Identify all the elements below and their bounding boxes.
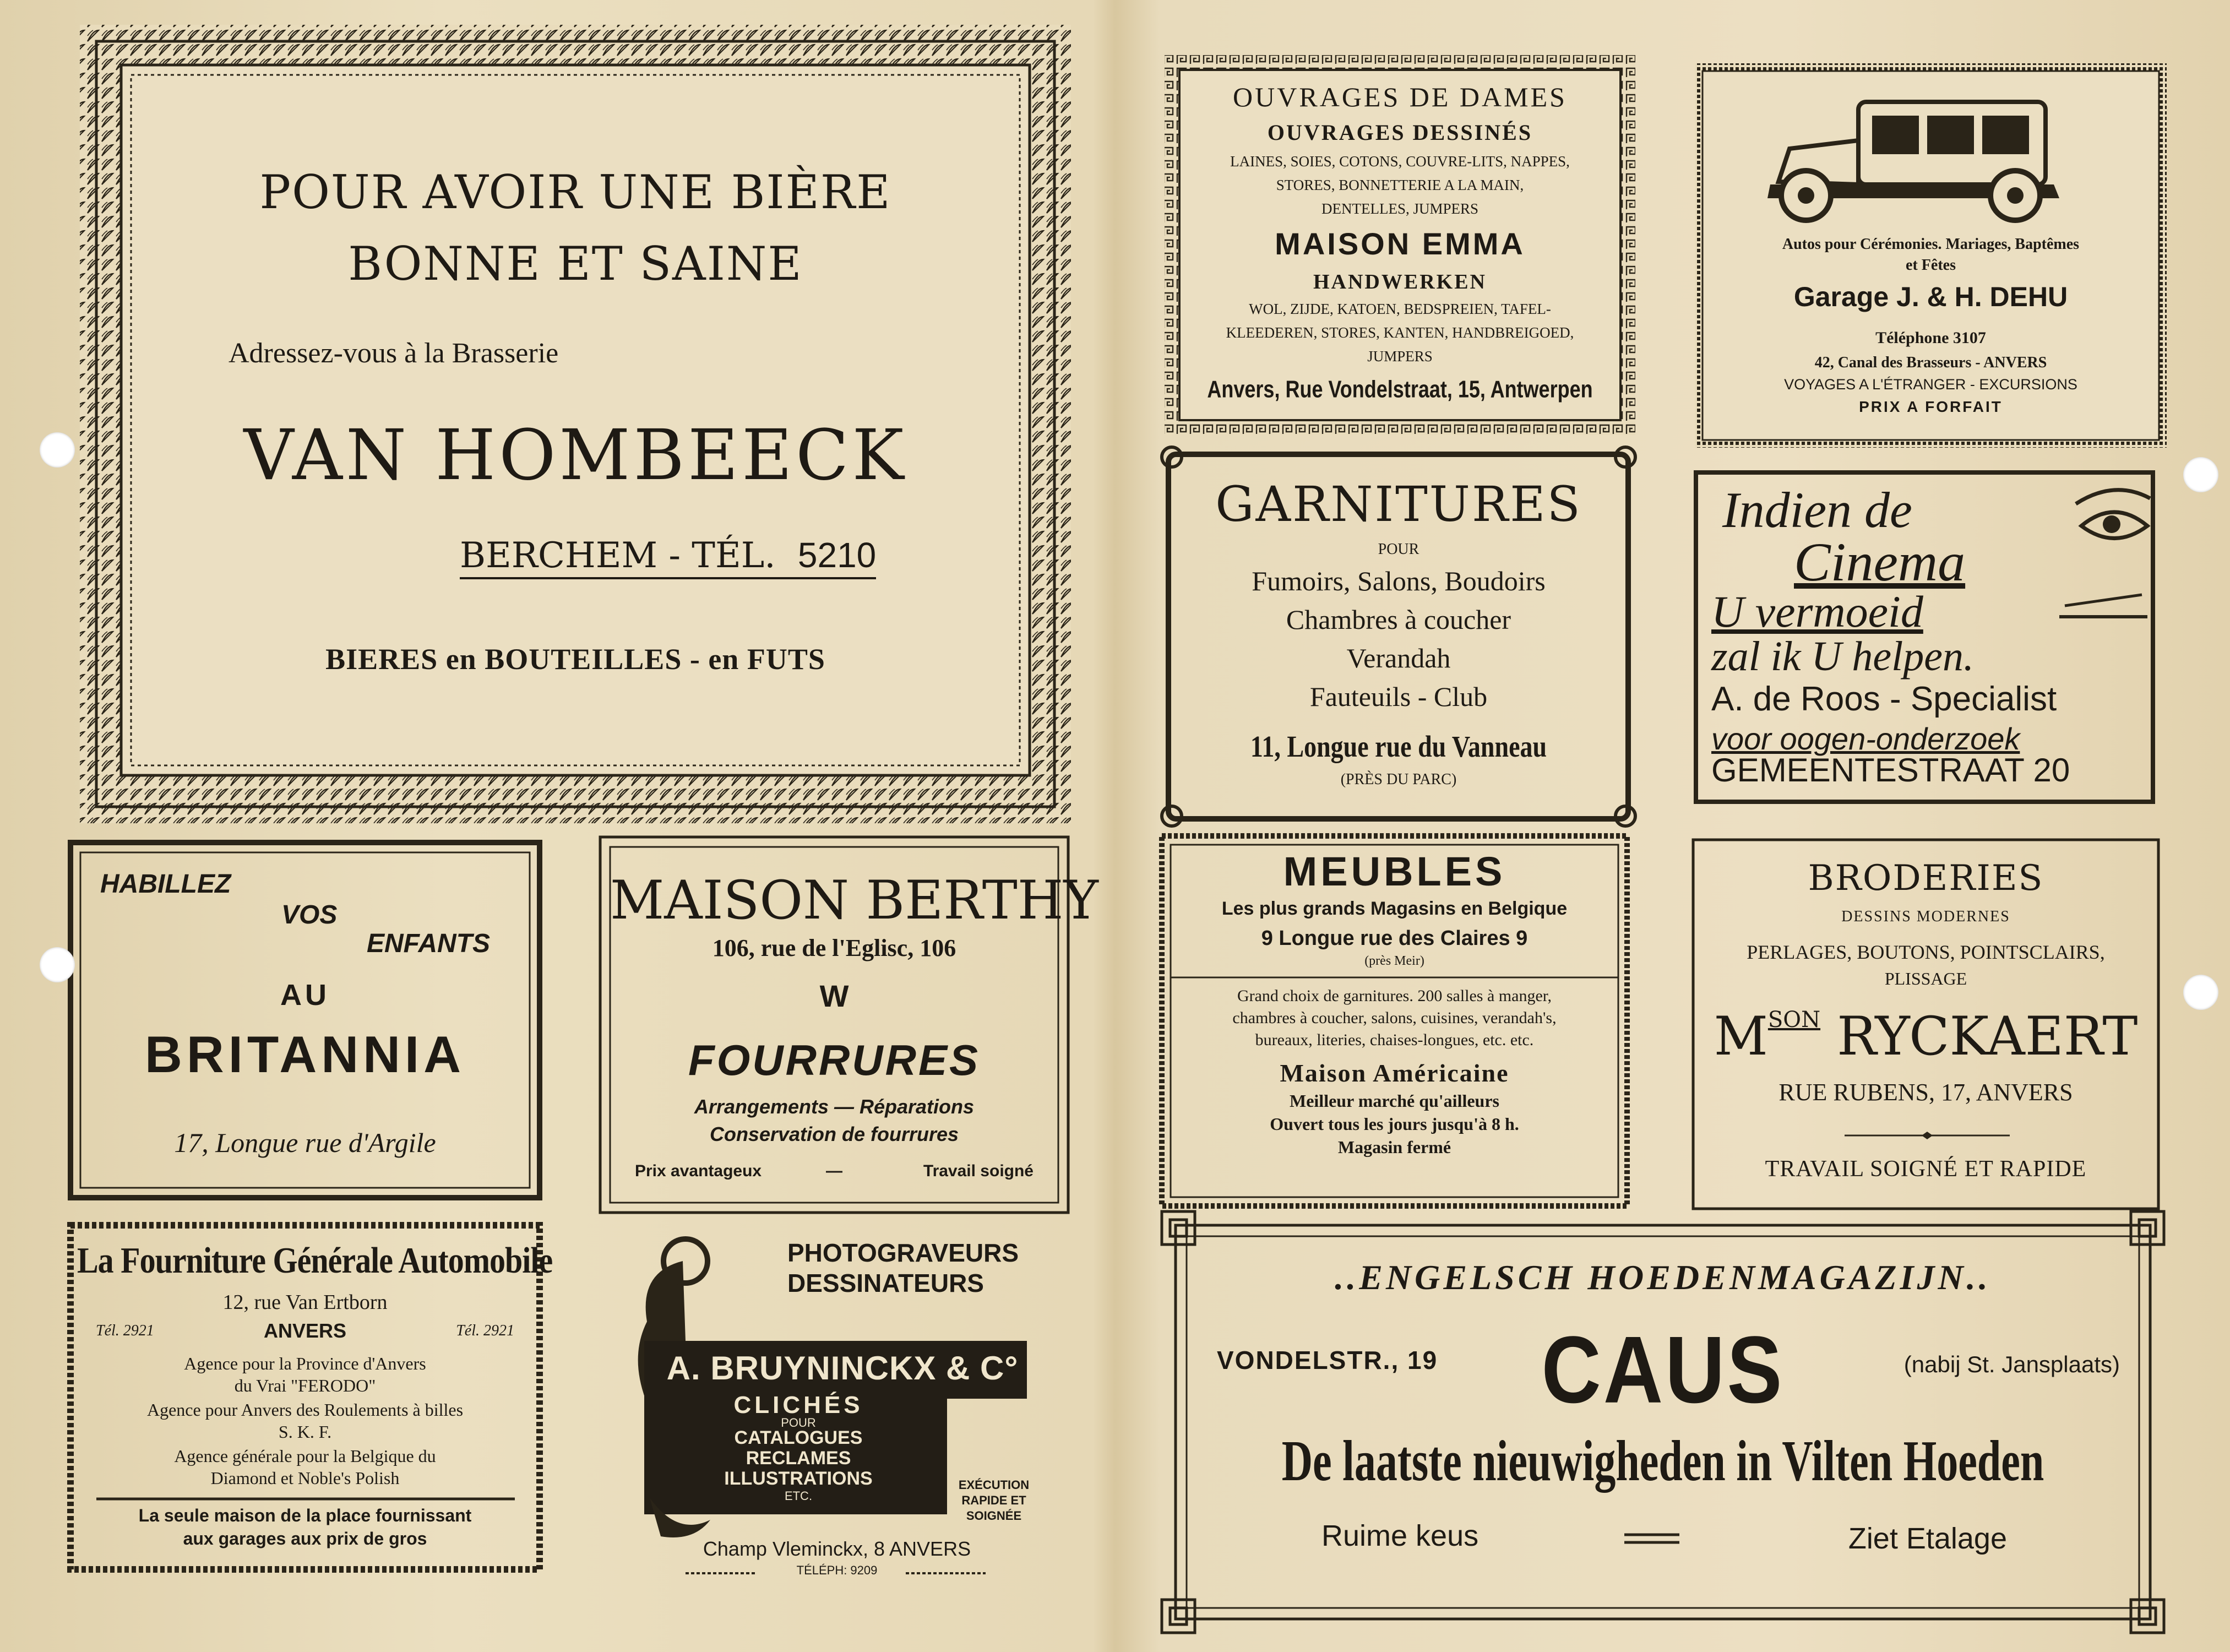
prices: Prix avantageux <box>635 1162 762 1180</box>
shop-name: MAISON EMMA <box>1275 226 1525 261</box>
line-enfants: ENFANTS <box>367 929 491 958</box>
execution-2: RAPIDE ET <box>961 1493 1026 1507</box>
footer: TRAVAIL SOIGNÉ ET RAPIDE <box>1765 1156 2087 1182</box>
services-1: PERLAGES, BOUTONS, POINTSCLAIRS, <box>1747 941 2105 963</box>
service-3: ILLUSTRATIONS <box>724 1468 873 1489</box>
store-name: Maison Américaine <box>1280 1059 1509 1087</box>
subtitle: DESSINS MODERNES <box>1841 908 2010 925</box>
binder-hole <box>2183 975 2218 1010</box>
title-2: OUVRAGES DESSINÉS <box>1267 120 1533 145</box>
footer-2: aux garages aux prix de gros <box>183 1529 427 1548</box>
berthy-ad <box>610 847 1098 1203</box>
ryckaert-ad <box>1696 843 2156 1206</box>
agency-5: Agence générale pour la Belgique du <box>174 1446 436 1466</box>
dash: — <box>826 1162 842 1180</box>
services-2: et Fêtes <box>1906 257 1956 274</box>
line-vos: VOS <box>281 900 338 930</box>
near-park: (PRÈS DU PARC) <box>1340 771 1457 788</box>
headline-line-1: POUR AVOIR UNE BIÈRE <box>259 165 891 219</box>
cliches: CLICHÉS <box>733 1392 863 1419</box>
rooms-2: Chambres à coucher <box>1286 604 1511 635</box>
shop-name: BRITANNIA <box>145 1025 465 1083</box>
intro-text: Adressez-vous à la Brasserie <box>229 338 559 369</box>
shop-name: MAISON BERTHY <box>610 870 1098 931</box>
street-left: VONDELSTR., 19 <box>1217 1346 1438 1374</box>
rooms-1: Fumoirs, Salons, Boudoirs <box>1252 566 1546 596</box>
beer-types: BIERES en BOUTEILLES - en FUTS <box>325 643 825 676</box>
maison-son: SON <box>1767 1007 1821 1032</box>
handwerken: HANDWERKEN <box>1313 270 1487 294</box>
products-nl-1: WOL, ZIJDE, KATOEN, BEDSPREIEN, TAFEL- <box>1249 301 1551 317</box>
line-1: Indien de <box>1722 482 1912 538</box>
title: MEUBLES <box>1283 849 1506 894</box>
footer-3: Magasin fermé <box>1337 1137 1451 1157</box>
phone-number: 5210 <box>797 535 877 575</box>
brewery-name: VAN HOMBEECK <box>243 415 907 496</box>
brasserie-ad <box>121 65 1030 775</box>
britannia-ad <box>80 852 530 1188</box>
company-name: La Fourniture Générale Automobile <box>77 1240 553 1281</box>
line-5: A. de Roos - Specialist <box>1711 680 2057 718</box>
title: BRODERIES <box>1808 858 2044 899</box>
body-1: Grand choix de garnitures. 200 salles à manger, <box>1237 987 1552 1005</box>
rooms-4: Fauteuils - Club <box>1309 681 1488 712</box>
bottom-right: Ziet Etalage <box>1848 1522 2007 1555</box>
fourniture-ad <box>77 1232 553 1563</box>
products-nl-2: KLEEDEREN, STORES, KANTEN, HANDBREIGOED, <box>1226 324 1574 341</box>
street: 12, rue Van Ertborn <box>222 1291 388 1314</box>
services-1: Arrangements — Réparations <box>694 1095 975 1118</box>
footer-2: Ouvert tous les jours jusqu'à 8 h. <box>1270 1114 1519 1134</box>
products-nl-3: JUMPERS <box>1367 348 1433 365</box>
shop-address: 106, rue de l'Eglisc, 106 <box>712 934 956 961</box>
footer-1: Meilleur marché qu'ailleurs <box>1290 1091 1499 1111</box>
execution-1: EXÉCUTION <box>958 1478 1030 1492</box>
service-1: CATALOGUES <box>734 1427 863 1448</box>
footer-1: La seule maison de la place fournissant <box>138 1506 472 1525</box>
largest-stores: Les plus grands Magasins en Belgique <box>1221 898 1568 919</box>
headline-line-2: BONNE ET SAINE <box>348 237 803 291</box>
location-phone <box>460 536 876 579</box>
binder-hole <box>40 432 75 468</box>
services-1: Autos pour Cérémonies. Mariages, Baptêmes <box>1782 236 2080 253</box>
roos-ad <box>1700 477 2149 797</box>
travel: VOYAGES A L'ÉTRANGER - EXCURSIONS <box>1784 376 2077 393</box>
caus-name: CAUS <box>1541 1316 1785 1423</box>
line-7: GEMEENTESTRAAT 20 <box>1711 752 2070 789</box>
line-au: AU <box>280 979 330 1012</box>
garnitures-ad <box>1173 459 1624 814</box>
execution-3: SOIGNÉE <box>966 1509 1022 1523</box>
agency-1: Agence pour la Province d'Anvers <box>184 1354 426 1373</box>
caus-ad <box>1187 1236 2139 1608</box>
tel-right: Tél. 2921 <box>456 1322 514 1339</box>
line-habillez: HABILLEZ <box>100 870 231 899</box>
bottom-left: Ruime keus <box>1321 1519 1479 1552</box>
products-3: DENTELLES, JUMPERS <box>1321 200 1479 217</box>
agency-4: S. K. F. <box>278 1422 332 1442</box>
products-2: STORES, BONNETTERIE A LA MAIN, <box>1276 177 1524 193</box>
header-1: PHOTOGRAVEURS <box>787 1238 1019 1267</box>
shop-name <box>1696 1008 2156 1066</box>
header-2: DESSINATEURS <box>787 1269 984 1297</box>
address: RUE RUBENS, 17, ANVERS <box>1778 1079 2073 1106</box>
near-meir: (près Meir) <box>1364 954 1424 968</box>
pour: POUR <box>1378 541 1419 558</box>
meubles-ad <box>1171 845 1618 1197</box>
emblem: W <box>819 979 849 1013</box>
maison-m: M <box>1714 1006 1768 1067</box>
services-2: PLISSAGE <box>1884 969 1967 988</box>
shop-surname: RYCKAERT <box>1837 1006 2138 1067</box>
title: GARNITURES <box>1215 476 1582 532</box>
garage-name: Garage J. & H. DEHU <box>1793 281 2068 312</box>
rooms-3: Verandah <box>1346 643 1451 673</box>
address: Anvers, Rue Vondelstraat, 15, Antwerpen <box>1207 375 1593 403</box>
services-2: Conservation de fourrures <box>709 1123 959 1145</box>
location-right: (nabij St. Jansplaats) <box>1903 1351 2120 1377</box>
company-name: A. BRUYNINCKX & C° <box>666 1350 1019 1387</box>
city: ANVERS <box>263 1319 347 1342</box>
phone: Téléphone 3107 <box>1875 329 1986 347</box>
fur-title: FOURRURES <box>688 1036 980 1084</box>
agency-6: Diamond et Noble's Polish <box>210 1468 400 1488</box>
body-3: bureaux, literies, chaises-longues, etc. etc. <box>1255 1031 1534 1049</box>
slogan: De laatste nieuwigheden in Vilten Hoeden <box>1281 1428 2044 1493</box>
emma-ad <box>1179 70 1620 420</box>
pour: POUR <box>781 1416 816 1430</box>
line-6: voor oogen-onderzoek <box>1711 721 2020 756</box>
title-1: OUVRAGES DE DAMES <box>1233 81 1567 112</box>
bruyninckx-ad <box>633 1236 1041 1589</box>
binder-hole <box>40 947 75 982</box>
phone: TÉLÉPH: 9209 <box>796 1563 878 1577</box>
binder-hole <box>2183 457 2218 492</box>
service-2: RECLAMES <box>746 1448 851 1469</box>
agency-2: du Vrai "FERODO" <box>234 1376 376 1395</box>
address: 11, Longue rue du Vanneau <box>1250 729 1547 763</box>
line-2: Cinema <box>1794 531 1966 593</box>
body-2: chambres à coucher, salons, cuisines, verandah's, <box>1232 1009 1557 1027</box>
line-3: U vermoeid <box>1711 586 1923 637</box>
agency-3: Agence pour Anvers des Roulements à billes <box>146 1400 464 1420</box>
address: Champ Vleminckx, 8 ANVERS <box>703 1537 971 1560</box>
tel-left: Tél. 2921 <box>96 1322 154 1339</box>
products-1: LAINES, SOIES, COTONS, COUVRE-LITS, NAPPES, <box>1230 153 1570 170</box>
address: 42, Canal des Brasseurs - ANVERS <box>1814 354 2047 371</box>
shop-address: 17, Longue rue d'Argile <box>174 1127 436 1158</box>
location-label: BERCHEM - TÉL. <box>460 535 776 576</box>
address: 9 Longue rue des Claires 9 <box>1261 927 1528 950</box>
quality: Travail soigné <box>923 1162 1034 1180</box>
fixed-price: PRIX A FORFAIT <box>1859 398 2003 415</box>
title: ..ENGELSCH HOEDENMAGAZIJN.. <box>1335 1258 1991 1297</box>
line-4: zal ik U helpen. <box>1711 633 1975 680</box>
etc: ETC. <box>784 1489 813 1503</box>
dehu-ad <box>1703 71 2159 440</box>
